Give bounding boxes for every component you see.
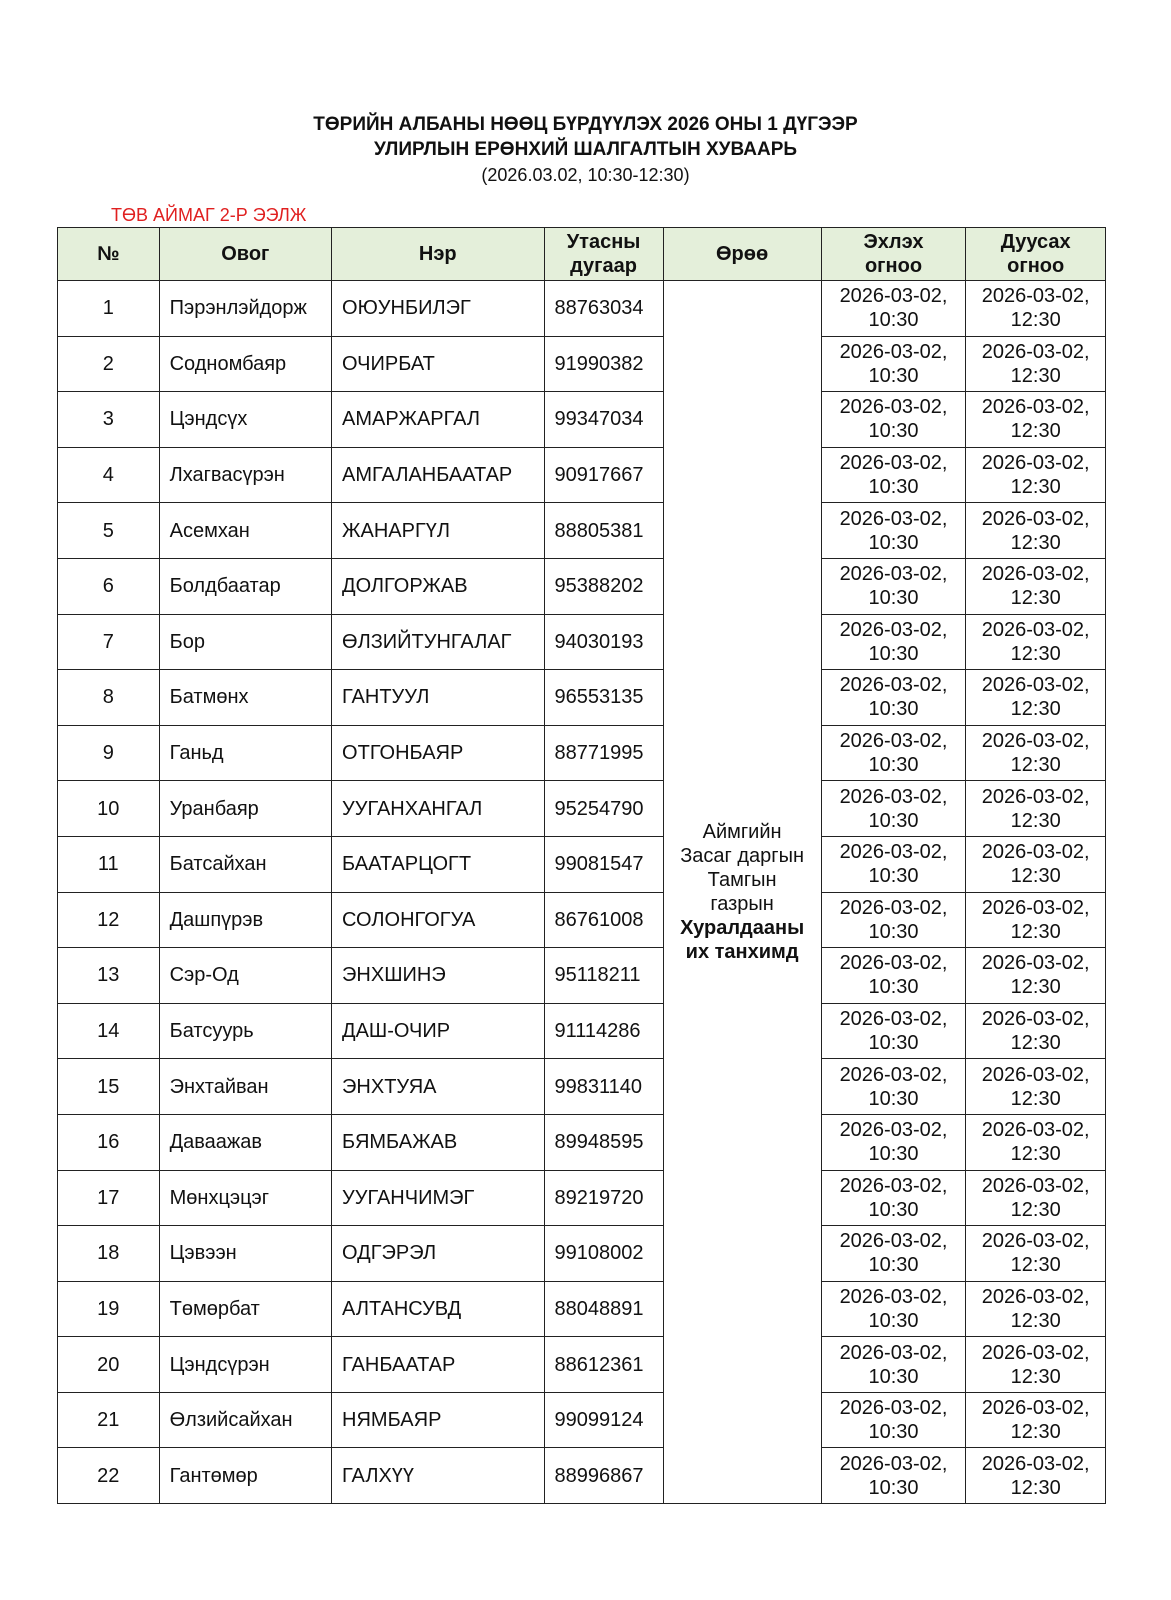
table-header-row [58,228,1106,281]
row-start-date: 2026-03-02, [839,452,948,475]
row-start-date: 2026-03-02, [839,507,948,530]
row-name: ОЮУНБИЛЭГ [332,281,544,337]
row-start-time: 10:30 [868,1198,919,1221]
room-line-5: Хуралдааны [680,917,805,940]
row-name: ОДГЭРЭЛ [332,1226,544,1282]
row-end-date: 2026-03-02, [981,1063,1090,1086]
row-surname: Уранбаяр [159,781,331,837]
row-start [821,392,966,448]
row-end-date: 2026-03-02, [981,285,1090,308]
row-start-date: 2026-03-02, [839,1008,948,1031]
row-phone: 94030193 [544,614,663,670]
row-number: 18 [58,1226,160,1282]
header-start-date [821,228,966,281]
document-title-line-2: УЛИРЛЫН ЕРӨНХИЙ ШАЛГАЛТЫН ХУВААРЬ [373,139,798,160]
table-row [58,336,1106,392]
row-start [821,1448,966,1504]
row-number: 10 [58,781,160,837]
row-name: ОТГОНБАЯР [332,725,544,781]
row-name: НЯМБАЯР [332,1392,544,1448]
row-start-time: 10:30 [868,364,919,387]
row-surname: Бор [159,614,331,670]
row-phone: 88612361 [544,1337,663,1393]
row-number: 22 [58,1448,160,1504]
table-row [58,558,1106,614]
row-start-date: 2026-03-02, [839,1063,948,1086]
row-surname: Пэрэнлэйдорж [159,281,331,337]
header-end-line-2: огноо [1007,255,1065,277]
row-start-date: 2026-03-02, [839,730,948,753]
row-name: УУГАНЧИМЭГ [332,1170,544,1226]
row-start-date: 2026-03-02, [839,952,948,975]
table-row [58,447,1106,503]
row-end [966,1392,1106,1448]
row-phone: 91114286 [544,1003,663,1059]
row-end-time: 12:30 [1010,920,1061,943]
row-number: 20 [58,1337,160,1393]
row-start [821,725,966,781]
row-start [821,1392,966,1448]
row-number: 19 [58,1281,160,1337]
row-end [966,281,1106,337]
row-end-time: 12:30 [1010,1421,1061,1444]
row-phone: 89219720 [544,1170,663,1226]
row-end-time: 12:30 [1010,642,1061,665]
row-surname: Даваажав [159,1114,331,1170]
row-end-time: 12:30 [1010,1087,1061,1110]
row-end-time: 12:30 [1010,865,1061,888]
room-line-1: Аймгийн [702,821,782,844]
row-end-date: 2026-03-02, [981,340,1090,363]
header-phone-line-2: дугаар [570,255,637,277]
header-phone-line-1: Утасны [566,231,641,253]
row-surname: Дашпүрэв [159,892,331,948]
row-start-date: 2026-03-02, [839,340,948,363]
schedule-table [57,227,1106,1504]
row-phone: 88996867 [544,1448,663,1504]
row-start [821,892,966,948]
row-phone: 88771995 [544,725,663,781]
row-phone: 88763034 [544,281,663,337]
room-line-2: Засаг даргын [680,845,805,868]
header-phone [544,228,663,281]
header-number: № [58,228,160,281]
room-line-6: их танхимд [685,941,799,964]
header-surname: Овог [159,228,331,281]
row-end-date: 2026-03-02, [981,452,1090,475]
row-start-date: 2026-03-02, [839,285,948,308]
row-name: ГАНТУУЛ [332,670,544,726]
row-name: ЭНХШИНЭ [332,948,544,1004]
row-end [966,336,1106,392]
row-start-time: 10:30 [868,1254,919,1277]
row-start [821,447,966,503]
row-start-time: 10:30 [868,754,919,777]
row-name: ӨЛЗИЙТУНГАЛАГ [332,614,544,670]
row-number: 3 [58,392,160,448]
row-name: ДАШ-ОЧИР [332,1003,544,1059]
row-end-date: 2026-03-02, [981,1008,1090,1031]
row-start [821,336,966,392]
row-name: АЛТАНСУВД [332,1281,544,1337]
row-name: ЖАНАРГҮЛ [332,503,544,559]
row-end-date: 2026-03-02, [981,618,1090,641]
row-surname: Цэндсүх [159,392,331,448]
row-end [966,1170,1106,1226]
row-name: ГАНБААТАР [332,1337,544,1393]
row-end-time: 12:30 [1010,698,1061,721]
row-phone: 91990382 [544,336,663,392]
row-end-date: 2026-03-02, [981,1230,1090,1253]
row-start [821,614,966,670]
room-line-3: Тамгын [707,869,777,892]
row-start-date: 2026-03-02, [839,674,948,697]
row-end [966,558,1106,614]
row-name: ЭНХТУЯА [332,1059,544,1115]
row-end [966,503,1106,559]
row-surname: Лхагвасүрэн [159,447,331,503]
row-end-time: 12:30 [1010,364,1061,387]
row-surname: Асемхан [159,503,331,559]
row-end [966,1226,1106,1282]
row-name: ГАЛХҮҮ [332,1448,544,1504]
room-line-4: газрын [710,893,774,916]
row-end [966,948,1106,1004]
row-end-time: 12:30 [1010,809,1061,832]
table-row [58,1170,1106,1226]
row-name: АМАРЖАРГАЛ [332,392,544,448]
row-end-date: 2026-03-02, [981,730,1090,753]
row-end [966,392,1106,448]
row-end-date: 2026-03-02, [981,1452,1090,1475]
row-end-time: 12:30 [1010,754,1061,777]
row-start-time: 10:30 [868,698,919,721]
row-end-date: 2026-03-02, [981,507,1090,530]
table-row [58,614,1106,670]
row-end [966,1448,1106,1504]
row-start-time: 10:30 [868,1309,919,1332]
row-name: СОЛОНГОГУА [332,892,544,948]
row-surname: Цэндсүрэн [159,1337,331,1393]
row-start-date: 2026-03-02, [839,1397,948,1420]
row-start [821,836,966,892]
row-name: УУГАНХАНГАЛ [332,781,544,837]
row-surname: Ганьд [159,725,331,781]
table-row [58,1003,1106,1059]
table-row [58,1059,1106,1115]
session-label: ТӨВ АЙМАГ 2-Р ЭЭЛЖ [111,205,307,225]
row-start-time: 10:30 [868,865,919,888]
exam-room-cell [663,281,821,1504]
row-end-date: 2026-03-02, [981,785,1090,808]
row-start-time: 10:30 [868,531,919,554]
row-start-time: 10:30 [868,1421,919,1444]
row-start [821,1226,966,1282]
row-start-time: 10:30 [868,587,919,610]
row-name: БААТАРЦОГТ [332,836,544,892]
row-start-date: 2026-03-02, [839,1230,948,1253]
row-start-time: 10:30 [868,1365,919,1388]
row-end-date: 2026-03-02, [981,952,1090,975]
row-number: 16 [58,1114,160,1170]
row-start-time: 10:30 [868,920,919,943]
table-row [58,503,1106,559]
row-end [966,892,1106,948]
row-start-date: 2026-03-02, [839,1174,948,1197]
row-number: 15 [58,1059,160,1115]
row-name: ДОЛГОРЖАВ [332,558,544,614]
row-number: 11 [58,836,160,892]
row-phone: 95118211 [544,948,663,1004]
row-surname: Гантөмөр [159,1448,331,1504]
table-row [58,1226,1106,1282]
table-row [58,1114,1106,1170]
table-row [58,1448,1106,1504]
row-name: ОЧИРБАТ [332,336,544,392]
table-row [58,781,1106,837]
row-surname: Төмөрбат [159,1281,331,1337]
row-phone: 90917667 [544,447,663,503]
row-number: 17 [58,1170,160,1226]
row-start-time: 10:30 [868,420,919,443]
row-end-time: 12:30 [1010,1032,1061,1055]
row-end-time: 12:30 [1010,1143,1061,1166]
row-start [821,781,966,837]
header-end-date [966,228,1106,281]
row-surname: Сэр-Од [159,948,331,1004]
row-start-date: 2026-03-02, [839,841,948,864]
row-phone: 99099124 [544,1392,663,1448]
row-start-date: 2026-03-02, [839,1119,948,1142]
row-end-time: 12:30 [1010,1198,1061,1221]
row-end [966,836,1106,892]
row-start-time: 10:30 [868,1476,919,1499]
table-row [58,281,1106,337]
row-number: 12 [58,892,160,948]
row-end-date: 2026-03-02, [981,1341,1090,1364]
table-body [58,281,1106,1504]
table-row [58,1392,1106,1448]
row-start [821,948,966,1004]
table-row [58,670,1106,726]
row-phone: 88805381 [544,503,663,559]
table-row [58,892,1106,948]
row-start-time: 10:30 [868,1087,919,1110]
row-end-time: 12:30 [1010,1365,1061,1388]
table-row [58,392,1106,448]
row-phone: 96553135 [544,670,663,726]
row-number: 9 [58,725,160,781]
row-name: БЯМБАЖАВ [332,1114,544,1170]
row-end-time: 12:30 [1010,976,1061,999]
row-end-date: 2026-03-02, [981,1397,1090,1420]
row-end-time: 12:30 [1010,420,1061,443]
row-start-date: 2026-03-02, [839,785,948,808]
row-number: 8 [58,670,160,726]
row-surname: Батсайхан [159,836,331,892]
row-phone: 95254790 [544,781,663,837]
row-surname: Цэвээн [159,1226,331,1282]
row-start [821,503,966,559]
row-start-date: 2026-03-02, [839,1285,948,1308]
row-surname: Болдбаатар [159,558,331,614]
table-row [58,725,1106,781]
row-start-time: 10:30 [868,1143,919,1166]
row-phone: 99081547 [544,836,663,892]
header-name: Нэр [332,228,544,281]
row-number: 21 [58,1392,160,1448]
row-end [966,1281,1106,1337]
row-end [966,614,1106,670]
row-surname: Мөнхцэцэг [159,1170,331,1226]
document-title-line-1: ТӨРИЙН АЛБАНЫ НӨӨЦ БҮРДҮҮЛЭХ 2026 ОНЫ 1 ДҮГЭЭР [313,114,858,135]
row-end-time: 12:30 [1010,1254,1061,1277]
row-surname: Содномбаяр [159,336,331,392]
row-start [821,558,966,614]
row-start [821,1281,966,1337]
row-end-date: 2026-03-02, [981,674,1090,697]
row-phone: 99108002 [544,1226,663,1282]
header-room: Өрөө [663,228,821,281]
row-start-time: 10:30 [868,309,919,332]
row-start [821,1170,966,1226]
row-start-date: 2026-03-02, [839,896,948,919]
row-end-date: 2026-03-02, [981,896,1090,919]
row-phone: 86761008 [544,892,663,948]
row-start-time: 10:30 [868,1032,919,1055]
row-surname: Батмөнх [159,670,331,726]
row-phone: 88048891 [544,1281,663,1337]
row-end-time: 12:30 [1010,531,1061,554]
row-end [966,1114,1106,1170]
row-phone: 95388202 [544,558,663,614]
row-phone: 89948595 [544,1114,663,1170]
row-end-date: 2026-03-02, [981,396,1090,419]
table-row [58,1337,1106,1393]
row-start-time: 10:30 [868,476,919,499]
row-end [966,1059,1106,1115]
row-surname: Энхтайван [159,1059,331,1115]
row-start-date: 2026-03-02, [839,396,948,419]
table-row [58,836,1106,892]
row-end [966,781,1106,837]
row-start [821,281,966,337]
row-start-time: 10:30 [868,809,919,832]
table-row [58,1281,1106,1337]
row-end [966,670,1106,726]
row-surname: Өлзийсайхан [159,1392,331,1448]
row-name: АМГАЛАНБААТАР [332,447,544,503]
header-start-line-1: Эхлэх [863,231,924,253]
row-start-date: 2026-03-02, [839,618,948,641]
row-end-time: 12:30 [1010,476,1061,499]
row-end-time: 12:30 [1010,309,1061,332]
row-start [821,1059,966,1115]
document-date-range: (2026.03.02, 10:30-12:30) [481,165,690,185]
row-start [821,1003,966,1059]
row-end-time: 12:30 [1010,1309,1061,1332]
row-end-date: 2026-03-02, [981,1285,1090,1308]
row-phone: 99347034 [544,392,663,448]
row-end-date: 2026-03-02, [981,1119,1090,1142]
row-end-date: 2026-03-02, [981,841,1090,864]
row-end-time: 12:30 [1010,587,1061,610]
row-phone: 99831140 [544,1059,663,1115]
row-number: 5 [58,503,160,559]
row-number: 13 [58,948,160,1004]
row-start-time: 10:30 [868,642,919,665]
row-number: 14 [58,1003,160,1059]
row-number: 2 [58,336,160,392]
row-number: 1 [58,281,160,337]
row-end-time: 12:30 [1010,1476,1061,1499]
row-start [821,1114,966,1170]
row-end [966,447,1106,503]
row-end-date: 2026-03-02, [981,563,1090,586]
row-surname: Батсуурь [159,1003,331,1059]
row-start [821,670,966,726]
row-number: 4 [58,447,160,503]
header-end-line-1: Дуусах [1000,231,1071,253]
row-start-time: 10:30 [868,976,919,999]
row-start [821,1337,966,1393]
row-start-date: 2026-03-02, [839,563,948,586]
table-row [58,948,1106,1004]
row-end [966,725,1106,781]
row-start-date: 2026-03-02, [839,1452,948,1475]
row-end [966,1003,1106,1059]
row-start-date: 2026-03-02, [839,1341,948,1364]
row-number: 6 [58,558,160,614]
row-number: 7 [58,614,160,670]
row-end [966,1337,1106,1393]
row-end-date: 2026-03-02, [981,1174,1090,1197]
header-start-line-2: огноо [864,255,923,277]
